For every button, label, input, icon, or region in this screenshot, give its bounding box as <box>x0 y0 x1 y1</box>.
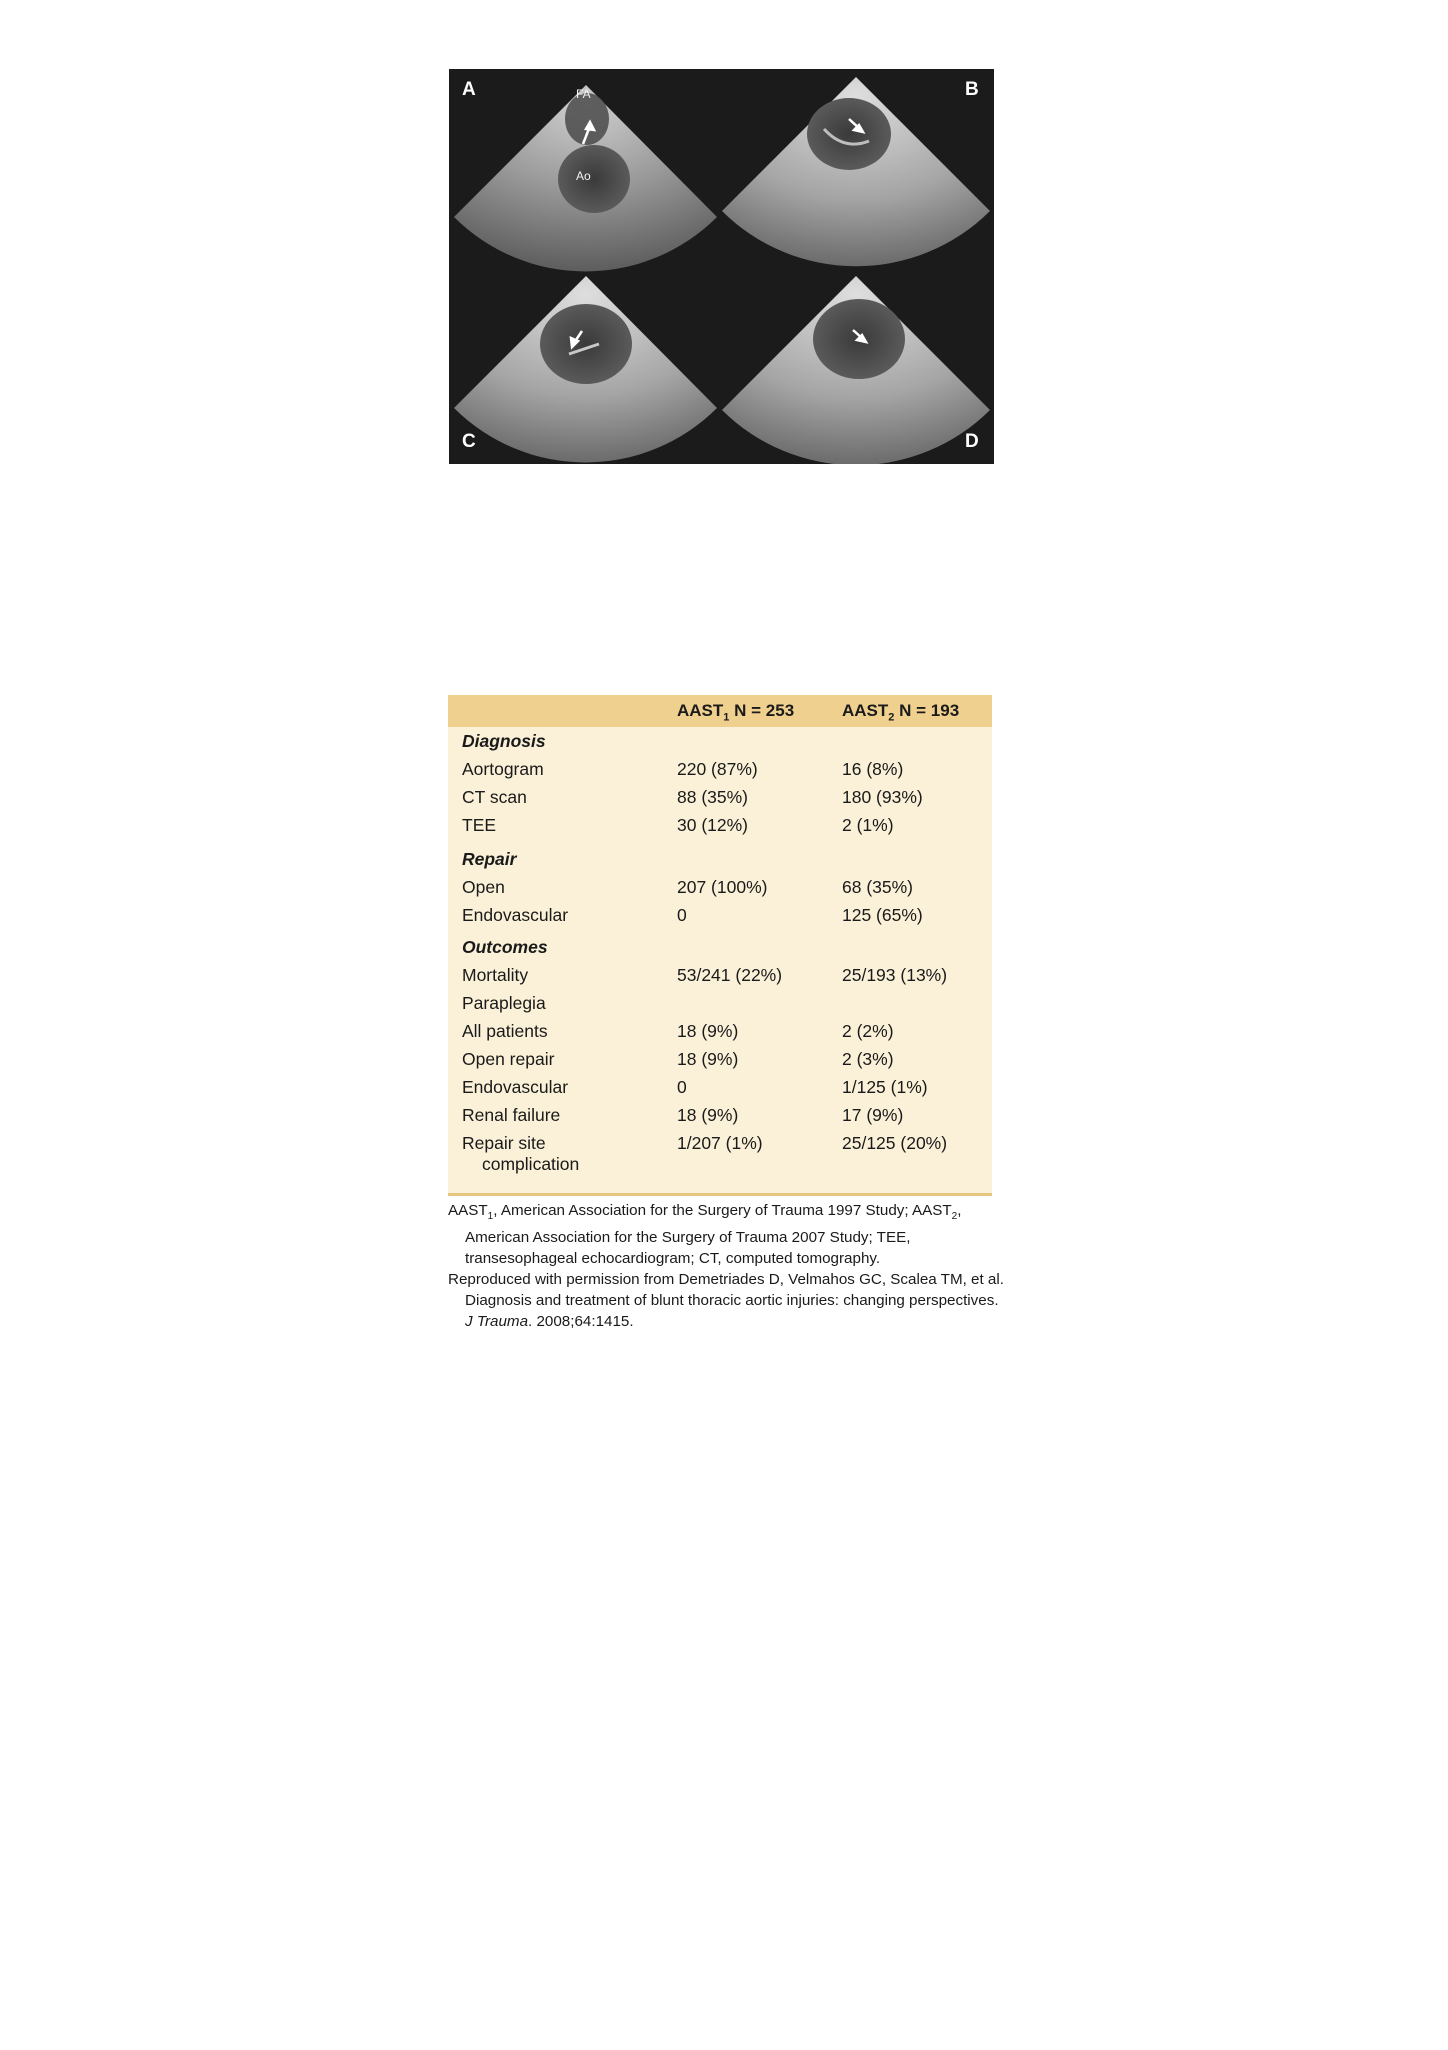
table-header-row <box>448 695 992 727</box>
table-row: CT scan 88 (35%) 180 (93%) <box>462 787 923 807</box>
echo-figure <box>449 69 994 464</box>
panel-label-d: D <box>965 431 979 452</box>
column-header-aast1: $AAST_1$ N = 253 <box>677 701 795 724</box>
table-row: Open 207 (100%) 68 (35%) <box>462 877 914 897</box>
data-table <box>448 695 992 1196</box>
table-row: Mortality 53/241 (22%) 25/193 (13%) <box>462 965 948 985</box>
table-row: Renal failure 18 (9%) 17 (9%) <box>462 1105 904 1125</box>
table-footnote <box>448 1200 1008 1332</box>
echo-panels-graphic <box>449 69 994 464</box>
panel-label-a: A <box>462 79 476 100</box>
label-fa: FA <box>576 87 591 101</box>
column-header-aast2: $AAST_2$ N = 193 <box>842 701 960 724</box>
table-row: Repair site complication 1/207 (1%) 25/125 (20%) <box>462 1133 948 1174</box>
table-row: Endovascular 0 1/125 (1%) <box>462 1077 928 1097</box>
table-row: Aortogram 220 (87%) 16 (8%) <box>462 759 904 779</box>
panel-label-b: B <box>965 79 979 100</box>
section-header-outcomes: Outcomes <box>462 937 548 957</box>
table-row: All patients 18 (9%) 2 (2%) <box>462 1021 894 1041</box>
footnote-abbreviations: $AAST_1$, American Association for the Surgery of Trauma 1997 Study; $AAST_2$, American Association for the Surgery of Trauma 2007 Study; TEE, transesophageal echocardiogram; CT, computed tomography. <box>448 1202 962 1268</box>
panel-label-c: C <box>462 431 476 452</box>
footnote-citation: Reproduced with permission from Demetriades D, Velmahos GC, Scalea TM, et al. Diagnosis and treatment of blunt thoracic aortic injuries: changing perspectives. J Trauma. 2008;64:1415. <box>448 1271 1004 1331</box>
section-header-diagnosis: Diagnosis <box>462 731 546 751</box>
table-row: Paraplegia <box>462 993 546 1013</box>
table-row: TEE 30 (12%) 2 (1%) <box>462 815 894 835</box>
label-ao: Ao <box>576 169 591 183</box>
table-row: Open repair 18 (9%) 2 (3%) <box>462 1049 894 1069</box>
table-row: Endovascular 0 125 (65%) <box>462 905 923 925</box>
section-header-repair: Repair <box>462 849 517 869</box>
